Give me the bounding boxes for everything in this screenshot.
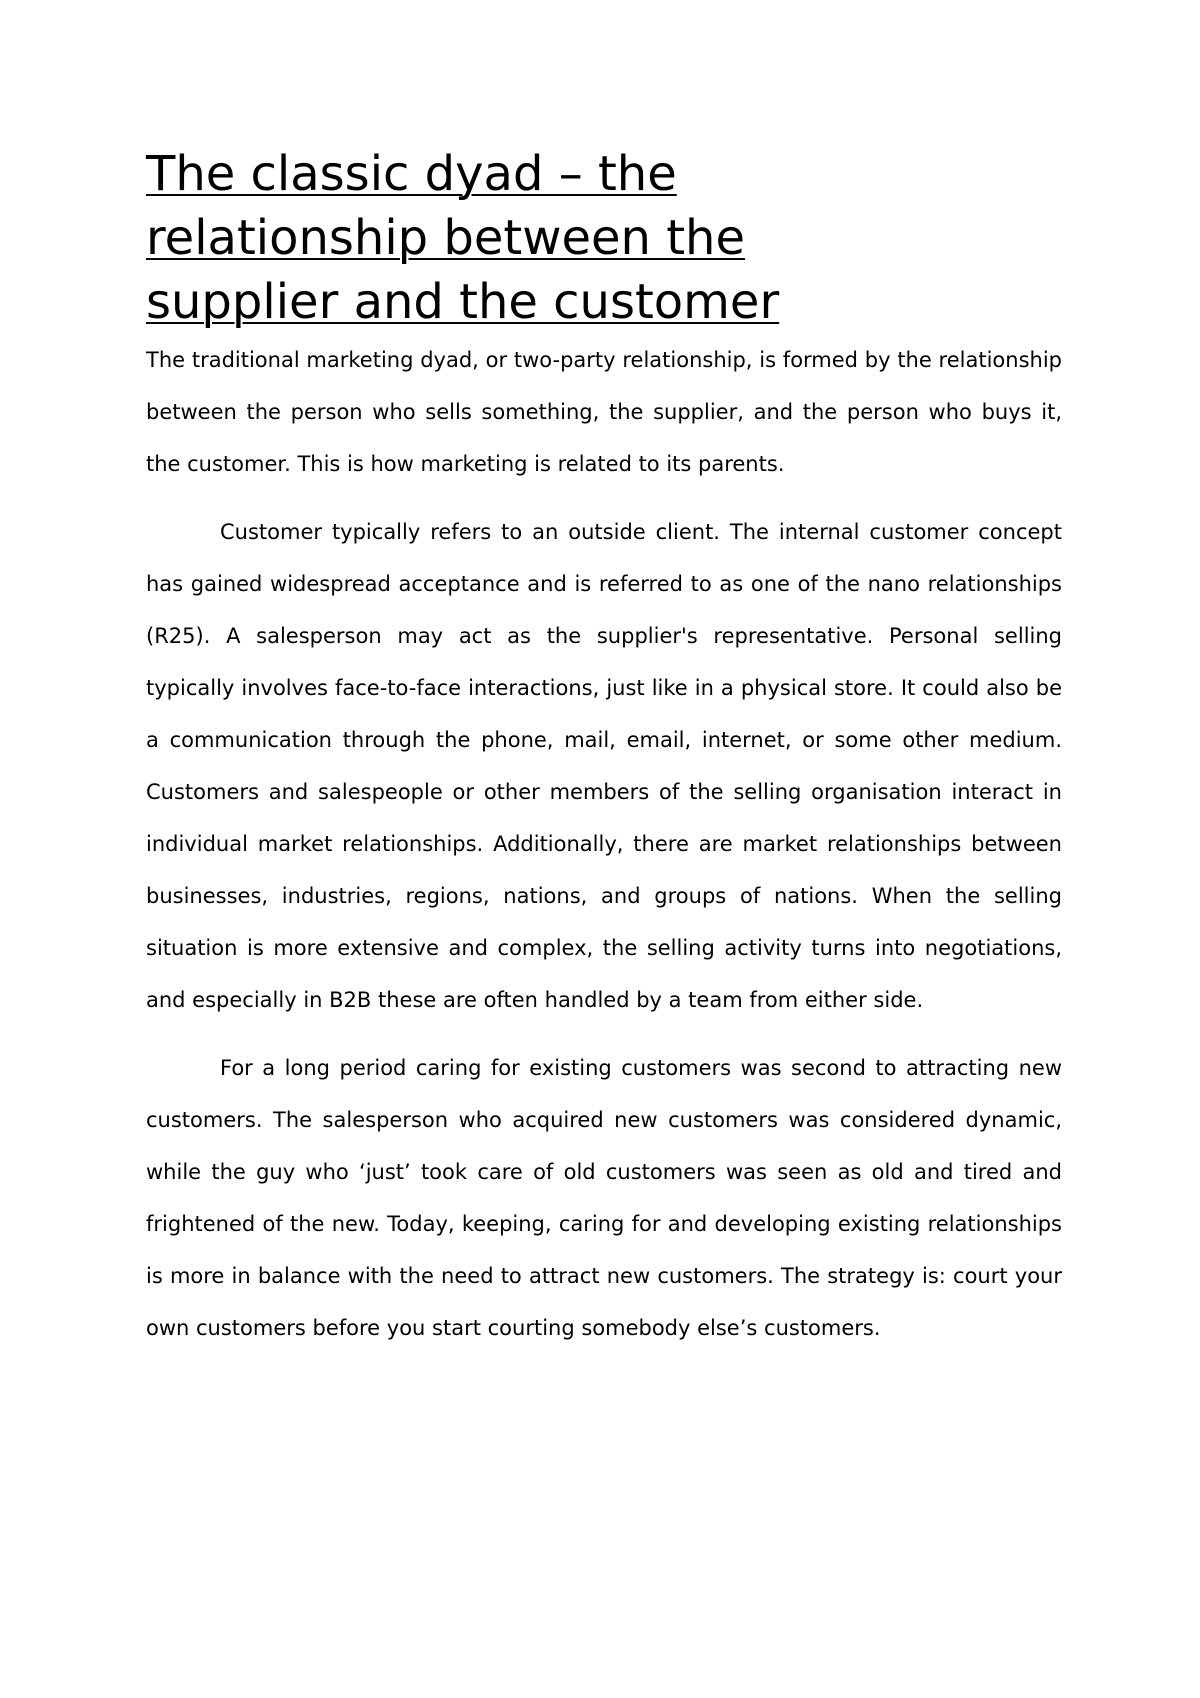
paragraph-2: Customer typically refers to an outside client. The internal customer concept has gained widespread acceptance and is referred to as one of the nano relationships (R25). A salesperson may act as the supplier's representative. Personal selling typically involves face-to-face interactions, just like in a physical store. It could also be a communication through the phone, mail, email, internet, or some other medium. Customers and salespeople or other members of the selling organisation interact in individual market relationships. Additionally, there are market relationships between businesses, industries, regions, nations, and groups of nations. When the selling situation is more extensive and complex, the selling activity turns into negotiations, and especially in B2B these are often handled by a team from either side. bbox=[146, 520, 1062, 1012]
paragraph-1: The traditional marketing dyad, or two-party relationship, is formed by the relationship between the person who sells something, the supplier, and the person who buys it, the customer. This is how marketing is related to its parents. bbox=[146, 348, 1062, 476]
document-title: The classic dyad – the relationship between the supplier and the customer bbox=[146, 146, 780, 330]
document-body bbox=[146, 142, 1062, 1354]
paragraph-3: For a long period caring for existing customers was second to attracting new customers. The salesperson who acquired new customers was considered dynamic, while the guy who ‘just’ took care of old customers was seen as old and tired and frightened of the new. Today, keeping, caring for and developing existing relationships is more in balance with the need to attract new customers. The strategy is: court your own customers before you start courting somebody else’s customers. bbox=[146, 1056, 1062, 1340]
